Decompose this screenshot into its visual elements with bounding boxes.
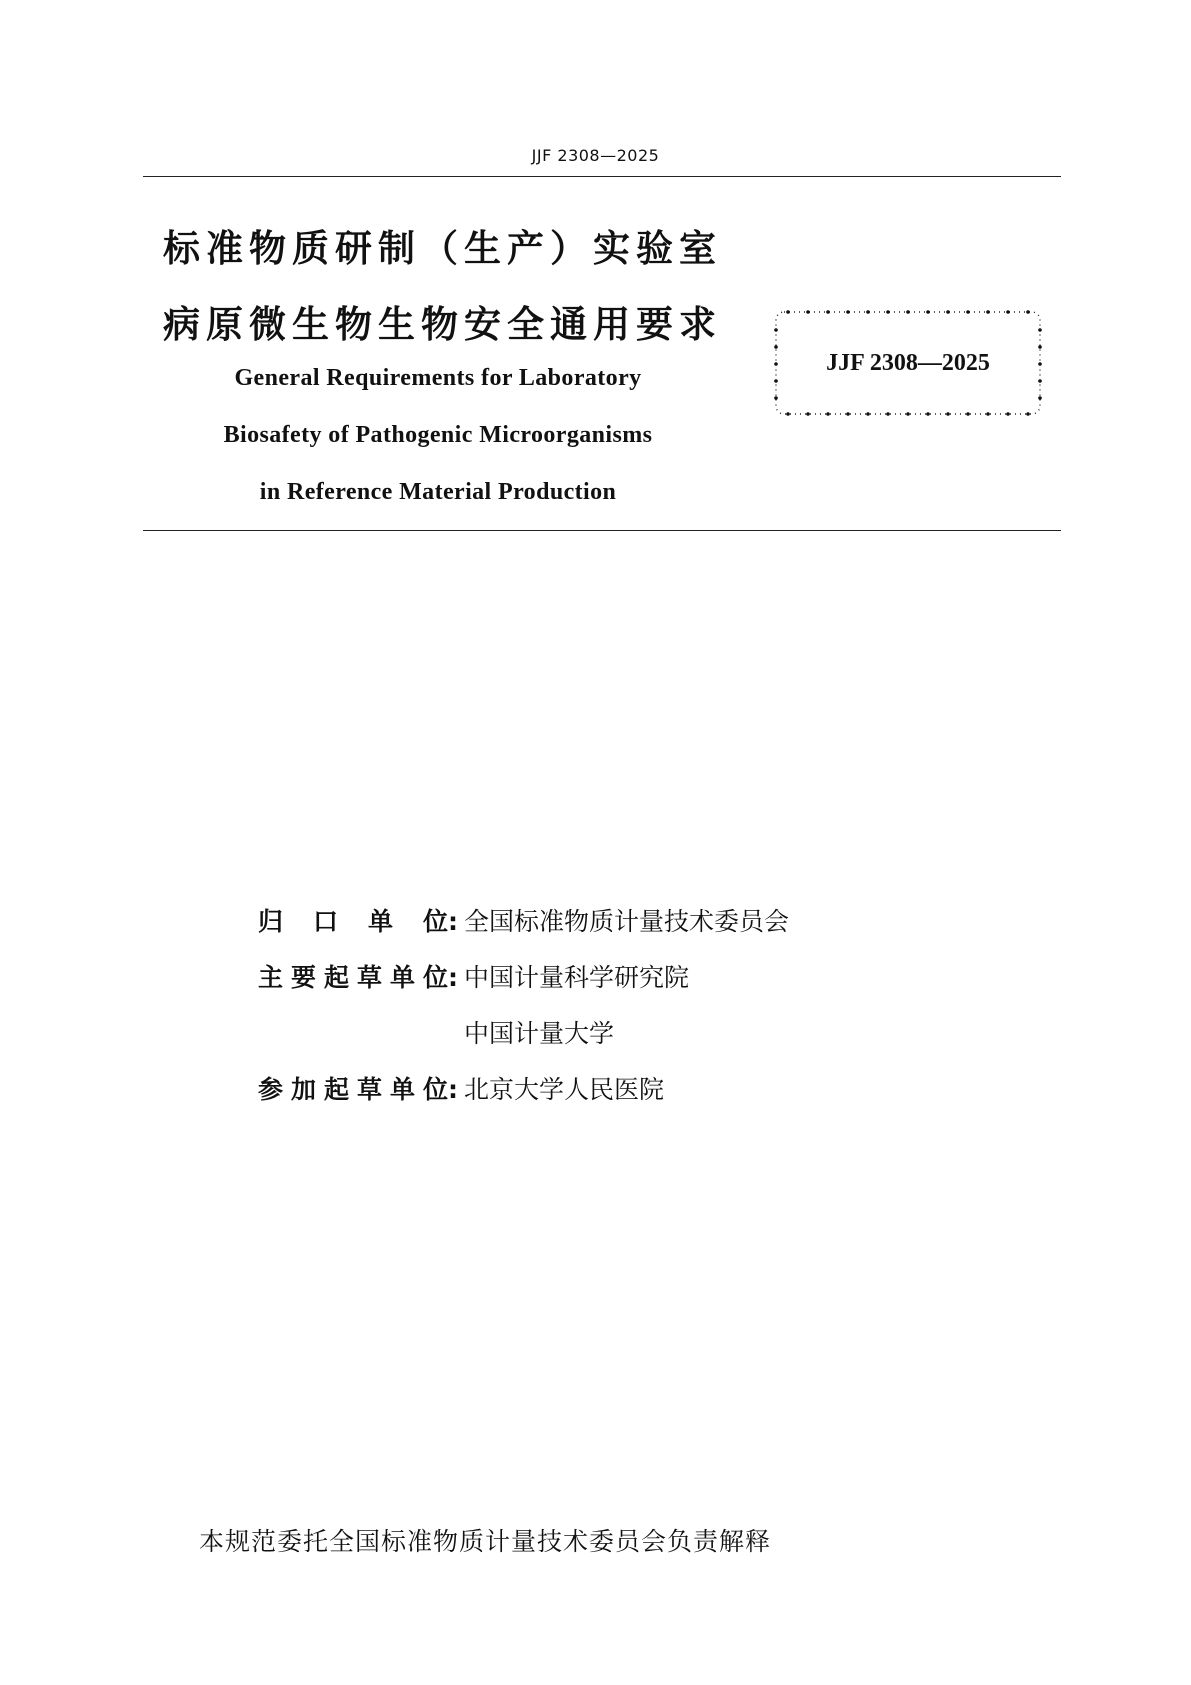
english-title-line-3: in Reference Material Production xyxy=(259,479,617,505)
border-bead xyxy=(946,412,950,416)
border-bead xyxy=(866,310,870,314)
border-bead xyxy=(926,310,930,314)
border-bead xyxy=(774,328,778,332)
border-bead xyxy=(886,310,890,314)
border-bead xyxy=(966,412,970,416)
border-bead xyxy=(986,310,990,314)
colon: : xyxy=(448,907,458,936)
chinese-title-line-2: 病原微生物生物安全通用要求 xyxy=(163,303,722,346)
border-bead xyxy=(866,412,870,416)
participating-unit-value: 北京大学人民医院 xyxy=(464,1075,665,1104)
border-bead xyxy=(786,310,790,314)
border-bead xyxy=(966,310,970,314)
english-title-line-1: General Requirements for Laboratory xyxy=(234,365,642,391)
running-header-code: JJF 2308—2025 xyxy=(531,146,660,165)
standard-code-box xyxy=(770,306,1046,420)
title-block-rule xyxy=(143,530,1061,531)
border-bead xyxy=(1038,345,1042,349)
border-bead xyxy=(846,412,850,416)
colon: : xyxy=(448,963,458,992)
main-drafting-unit-value-1: 中国计量科学研究院 xyxy=(464,963,690,992)
main-drafting-unit-label: 主要起草单位 xyxy=(258,963,448,992)
border-bead xyxy=(774,396,778,400)
border-bead xyxy=(774,345,778,349)
border-bead xyxy=(826,412,830,416)
responsible-unit-value: 全国标准物质计量技术委员会 xyxy=(464,907,790,936)
participating-unit-label: 参加起草单位 xyxy=(258,1075,448,1104)
border-bead xyxy=(926,412,930,416)
responsible-unit-row xyxy=(258,902,789,938)
border-bead xyxy=(1038,328,1042,332)
border-bead xyxy=(1006,310,1010,314)
border-bead xyxy=(906,310,910,314)
chinese-title-line-1: 标准物质研制（生产）实验室 xyxy=(163,227,722,270)
border-bead xyxy=(1026,310,1030,314)
border-bead xyxy=(1026,412,1030,416)
main-drafting-unit-row xyxy=(258,958,689,994)
border-bead xyxy=(906,412,910,416)
colon: : xyxy=(448,1075,458,1104)
header-rule xyxy=(143,176,1061,177)
border-bead xyxy=(986,412,990,416)
border-bead xyxy=(774,379,778,383)
border-bead xyxy=(806,310,810,314)
border-bead xyxy=(1038,396,1042,400)
english-title-line-2: Biosafety of Pathogenic Microorganisms xyxy=(223,422,653,448)
border-bead xyxy=(846,310,850,314)
border-bead xyxy=(1006,412,1010,416)
responsible-unit-label: 归口单位 xyxy=(258,907,448,936)
border-bead xyxy=(786,412,790,416)
standard-code-text: JJF 2308—2025 xyxy=(826,350,990,376)
border-bead xyxy=(946,310,950,314)
border-bead xyxy=(826,310,830,314)
main-drafting-unit-row-2 xyxy=(464,1014,614,1050)
border-bead xyxy=(1038,379,1042,383)
interpretation-note: 本规范委托全国标准物质计量技术委员会负责解释 xyxy=(199,1527,772,1556)
participating-unit-row xyxy=(258,1070,664,1106)
border-bead xyxy=(806,412,810,416)
main-drafting-unit-value-2: 中国计量大学 xyxy=(464,1019,615,1048)
border-bead xyxy=(886,412,890,416)
